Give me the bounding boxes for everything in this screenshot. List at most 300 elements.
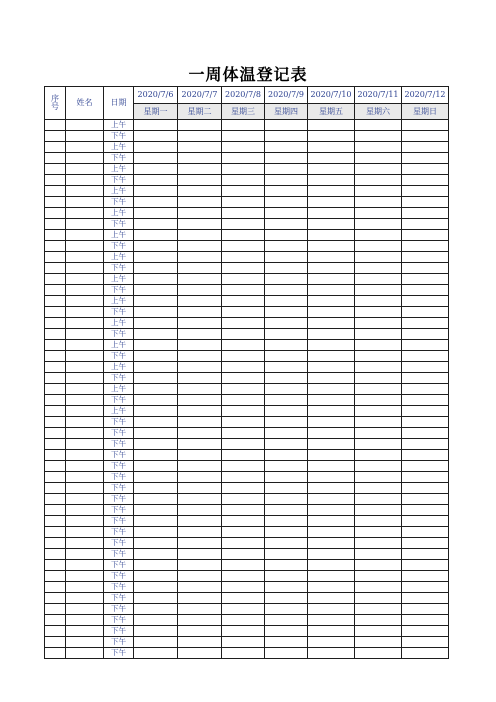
temperature-cell[interactable]	[178, 483, 222, 494]
index-cell[interactable]	[45, 164, 66, 175]
name-cell[interactable]	[66, 461, 104, 472]
temperature-cell[interactable]	[308, 307, 355, 318]
temperature-cell[interactable]	[265, 274, 308, 285]
temperature-cell[interactable]	[265, 263, 308, 274]
temperature-cell[interactable]	[355, 483, 402, 494]
temperature-cell[interactable]	[402, 439, 449, 450]
index-cell[interactable]	[45, 197, 66, 208]
temperature-cell[interactable]	[355, 219, 402, 230]
temperature-cell[interactable]	[222, 582, 265, 593]
temperature-cell[interactable]	[222, 197, 265, 208]
index-cell[interactable]	[45, 362, 66, 373]
index-cell[interactable]	[45, 307, 66, 318]
index-cell[interactable]	[45, 472, 66, 483]
temperature-cell[interactable]	[222, 186, 265, 197]
temperature-cell[interactable]	[355, 307, 402, 318]
temperature-cell[interactable]	[308, 329, 355, 340]
temperature-cell[interactable]	[222, 296, 265, 307]
temperature-cell[interactable]	[402, 417, 449, 428]
name-cell[interactable]	[66, 241, 104, 252]
temperature-cell[interactable]	[178, 120, 222, 131]
name-cell[interactable]	[66, 296, 104, 307]
temperature-cell[interactable]	[265, 252, 308, 263]
name-cell[interactable]	[66, 318, 104, 329]
temperature-cell[interactable]	[402, 318, 449, 329]
temperature-cell[interactable]	[222, 241, 265, 252]
temperature-cell[interactable]	[178, 131, 222, 142]
index-cell[interactable]	[45, 615, 66, 626]
temperature-cell[interactable]	[308, 230, 355, 241]
name-cell[interactable]	[66, 329, 104, 340]
temperature-cell[interactable]	[265, 120, 308, 131]
temperature-cell[interactable]	[402, 263, 449, 274]
temperature-cell[interactable]	[355, 318, 402, 329]
temperature-cell[interactable]	[402, 450, 449, 461]
temperature-cell[interactable]	[178, 263, 222, 274]
temperature-cell[interactable]	[178, 186, 222, 197]
temperature-cell[interactable]	[308, 373, 355, 384]
temperature-cell[interactable]	[355, 296, 402, 307]
temperature-cell[interactable]	[265, 406, 308, 417]
name-cell[interactable]	[66, 428, 104, 439]
temperature-cell[interactable]	[355, 439, 402, 450]
temperature-cell[interactable]	[265, 241, 308, 252]
temperature-cell[interactable]	[355, 494, 402, 505]
temperature-cell[interactable]	[134, 219, 178, 230]
temperature-cell[interactable]	[134, 483, 178, 494]
name-cell[interactable]	[66, 131, 104, 142]
temperature-cell[interactable]	[265, 494, 308, 505]
temperature-cell[interactable]	[355, 384, 402, 395]
temperature-cell[interactable]	[355, 516, 402, 527]
temperature-cell[interactable]	[402, 571, 449, 582]
temperature-cell[interactable]	[178, 230, 222, 241]
temperature-cell[interactable]	[355, 186, 402, 197]
name-cell[interactable]	[66, 626, 104, 637]
temperature-cell[interactable]	[355, 131, 402, 142]
temperature-cell[interactable]	[308, 593, 355, 604]
temperature-cell[interactable]	[178, 208, 222, 219]
temperature-cell[interactable]	[134, 494, 178, 505]
temperature-cell[interactable]	[402, 494, 449, 505]
temperature-cell[interactable]	[402, 549, 449, 560]
index-cell[interactable]	[45, 120, 66, 131]
index-cell[interactable]	[45, 560, 66, 571]
temperature-cell[interactable]	[308, 186, 355, 197]
temperature-cell[interactable]	[265, 450, 308, 461]
temperature-cell[interactable]	[265, 472, 308, 483]
temperature-cell[interactable]	[134, 604, 178, 615]
temperature-cell[interactable]	[222, 483, 265, 494]
temperature-cell[interactable]	[222, 131, 265, 142]
temperature-cell[interactable]	[178, 274, 222, 285]
name-cell[interactable]	[66, 593, 104, 604]
temperature-cell[interactable]	[308, 527, 355, 538]
temperature-cell[interactable]	[308, 362, 355, 373]
name-cell[interactable]	[66, 549, 104, 560]
temperature-cell[interactable]	[402, 307, 449, 318]
temperature-cell[interactable]	[265, 428, 308, 439]
temperature-cell[interactable]	[265, 373, 308, 384]
temperature-cell[interactable]	[355, 395, 402, 406]
temperature-cell[interactable]	[178, 142, 222, 153]
temperature-cell[interactable]	[355, 340, 402, 351]
temperature-cell[interactable]	[178, 395, 222, 406]
temperature-cell[interactable]	[265, 230, 308, 241]
temperature-cell[interactable]	[308, 153, 355, 164]
temperature-cell[interactable]	[222, 527, 265, 538]
temperature-cell[interactable]	[134, 197, 178, 208]
temperature-cell[interactable]	[134, 307, 178, 318]
index-cell[interactable]	[45, 516, 66, 527]
name-cell[interactable]	[66, 307, 104, 318]
temperature-cell[interactable]	[308, 560, 355, 571]
temperature-cell[interactable]	[355, 549, 402, 560]
temperature-cell[interactable]	[402, 175, 449, 186]
index-cell[interactable]	[45, 131, 66, 142]
temperature-cell[interactable]	[265, 208, 308, 219]
temperature-cell[interactable]	[178, 626, 222, 637]
name-cell[interactable]	[66, 571, 104, 582]
temperature-cell[interactable]	[355, 120, 402, 131]
temperature-cell[interactable]	[355, 285, 402, 296]
temperature-cell[interactable]	[402, 648, 449, 659]
index-cell[interactable]	[45, 186, 66, 197]
index-cell[interactable]	[45, 395, 66, 406]
temperature-cell[interactable]	[134, 263, 178, 274]
temperature-cell[interactable]	[308, 406, 355, 417]
temperature-cell[interactable]	[178, 560, 222, 571]
temperature-cell[interactable]	[355, 241, 402, 252]
temperature-cell[interactable]	[402, 604, 449, 615]
temperature-cell[interactable]	[402, 483, 449, 494]
temperature-cell[interactable]	[222, 428, 265, 439]
name-cell[interactable]	[66, 395, 104, 406]
temperature-cell[interactable]	[222, 285, 265, 296]
temperature-cell[interactable]	[265, 285, 308, 296]
index-cell[interactable]	[45, 648, 66, 659]
temperature-cell[interactable]	[222, 461, 265, 472]
temperature-cell[interactable]	[134, 285, 178, 296]
index-cell[interactable]	[45, 252, 66, 263]
name-cell[interactable]	[66, 417, 104, 428]
temperature-cell[interactable]	[308, 274, 355, 285]
name-cell[interactable]	[66, 560, 104, 571]
name-cell[interactable]	[66, 219, 104, 230]
temperature-cell[interactable]	[178, 439, 222, 450]
temperature-cell[interactable]	[222, 208, 265, 219]
temperature-cell[interactable]	[265, 637, 308, 648]
name-cell[interactable]	[66, 615, 104, 626]
name-cell[interactable]	[66, 285, 104, 296]
index-cell[interactable]	[45, 582, 66, 593]
temperature-cell[interactable]	[222, 120, 265, 131]
temperature-cell[interactable]	[222, 164, 265, 175]
index-cell[interactable]	[45, 318, 66, 329]
temperature-cell[interactable]	[402, 142, 449, 153]
name-cell[interactable]	[66, 439, 104, 450]
temperature-cell[interactable]	[355, 538, 402, 549]
temperature-cell[interactable]	[402, 637, 449, 648]
temperature-cell[interactable]	[265, 384, 308, 395]
temperature-cell[interactable]	[402, 351, 449, 362]
temperature-cell[interactable]	[222, 472, 265, 483]
name-cell[interactable]	[66, 197, 104, 208]
temperature-cell[interactable]	[178, 197, 222, 208]
name-cell[interactable]	[66, 494, 104, 505]
temperature-cell[interactable]	[134, 252, 178, 263]
temperature-cell[interactable]	[222, 340, 265, 351]
index-cell[interactable]	[45, 241, 66, 252]
temperature-cell[interactable]	[178, 494, 222, 505]
temperature-cell[interactable]	[222, 142, 265, 153]
temperature-cell[interactable]	[308, 175, 355, 186]
temperature-cell[interactable]	[402, 120, 449, 131]
name-cell[interactable]	[66, 637, 104, 648]
temperature-cell[interactable]	[134, 417, 178, 428]
index-cell[interactable]	[45, 428, 66, 439]
temperature-cell[interactable]	[178, 549, 222, 560]
temperature-cell[interactable]	[222, 593, 265, 604]
temperature-cell[interactable]	[134, 538, 178, 549]
temperature-cell[interactable]	[265, 197, 308, 208]
temperature-cell[interactable]	[402, 131, 449, 142]
temperature-cell[interactable]	[178, 252, 222, 263]
index-cell[interactable]	[45, 208, 66, 219]
temperature-cell[interactable]	[402, 274, 449, 285]
name-cell[interactable]	[66, 175, 104, 186]
temperature-cell[interactable]	[308, 417, 355, 428]
temperature-cell[interactable]	[265, 153, 308, 164]
name-cell[interactable]	[66, 142, 104, 153]
temperature-cell[interactable]	[355, 472, 402, 483]
temperature-cell[interactable]	[178, 582, 222, 593]
temperature-cell[interactable]	[402, 197, 449, 208]
temperature-cell[interactable]	[308, 428, 355, 439]
temperature-cell[interactable]	[134, 461, 178, 472]
temperature-cell[interactable]	[402, 428, 449, 439]
temperature-cell[interactable]	[265, 351, 308, 362]
index-cell[interactable]	[45, 417, 66, 428]
temperature-cell[interactable]	[178, 285, 222, 296]
temperature-cell[interactable]	[178, 593, 222, 604]
temperature-cell[interactable]	[355, 362, 402, 373]
temperature-cell[interactable]	[308, 296, 355, 307]
temperature-cell[interactable]	[355, 648, 402, 659]
name-cell[interactable]	[66, 120, 104, 131]
temperature-cell[interactable]	[134, 549, 178, 560]
temperature-cell[interactable]	[178, 571, 222, 582]
name-cell[interactable]	[66, 164, 104, 175]
temperature-cell[interactable]	[402, 340, 449, 351]
temperature-cell[interactable]	[402, 593, 449, 604]
temperature-cell[interactable]	[134, 406, 178, 417]
temperature-cell[interactable]	[308, 472, 355, 483]
index-cell[interactable]	[45, 384, 66, 395]
temperature-cell[interactable]	[134, 208, 178, 219]
name-cell[interactable]	[66, 538, 104, 549]
temperature-cell[interactable]	[308, 549, 355, 560]
temperature-cell[interactable]	[308, 450, 355, 461]
temperature-cell[interactable]	[222, 219, 265, 230]
index-cell[interactable]	[45, 406, 66, 417]
temperature-cell[interactable]	[134, 329, 178, 340]
temperature-cell[interactable]	[134, 351, 178, 362]
temperature-cell[interactable]	[308, 615, 355, 626]
temperature-cell[interactable]	[355, 428, 402, 439]
temperature-cell[interactable]	[355, 329, 402, 340]
name-cell[interactable]	[66, 362, 104, 373]
temperature-cell[interactable]	[402, 505, 449, 516]
temperature-cell[interactable]	[134, 241, 178, 252]
temperature-cell[interactable]	[308, 626, 355, 637]
temperature-cell[interactable]	[355, 637, 402, 648]
name-cell[interactable]	[66, 208, 104, 219]
name-cell[interactable]	[66, 527, 104, 538]
temperature-cell[interactable]	[178, 417, 222, 428]
temperature-cell[interactable]	[355, 230, 402, 241]
name-cell[interactable]	[66, 450, 104, 461]
index-cell[interactable]	[45, 571, 66, 582]
temperature-cell[interactable]	[222, 318, 265, 329]
temperature-cell[interactable]	[265, 604, 308, 615]
temperature-cell[interactable]	[402, 208, 449, 219]
temperature-cell[interactable]	[308, 384, 355, 395]
temperature-cell[interactable]	[265, 329, 308, 340]
temperature-cell[interactable]	[355, 527, 402, 538]
temperature-cell[interactable]	[222, 516, 265, 527]
temperature-cell[interactable]	[355, 450, 402, 461]
temperature-cell[interactable]	[308, 483, 355, 494]
temperature-cell[interactable]	[308, 208, 355, 219]
temperature-cell[interactable]	[178, 461, 222, 472]
temperature-cell[interactable]	[134, 373, 178, 384]
temperature-cell[interactable]	[355, 351, 402, 362]
temperature-cell[interactable]	[402, 362, 449, 373]
temperature-cell[interactable]	[402, 230, 449, 241]
temperature-cell[interactable]	[134, 274, 178, 285]
temperature-cell[interactable]	[265, 142, 308, 153]
temperature-cell[interactable]	[134, 505, 178, 516]
temperature-cell[interactable]	[265, 164, 308, 175]
temperature-cell[interactable]	[265, 615, 308, 626]
temperature-cell[interactable]	[402, 560, 449, 571]
temperature-cell[interactable]	[265, 439, 308, 450]
temperature-cell[interactable]	[222, 274, 265, 285]
temperature-cell[interactable]	[355, 153, 402, 164]
temperature-cell[interactable]	[402, 329, 449, 340]
temperature-cell[interactable]	[178, 373, 222, 384]
temperature-cell[interactable]	[308, 219, 355, 230]
temperature-cell[interactable]	[222, 560, 265, 571]
temperature-cell[interactable]	[178, 538, 222, 549]
temperature-cell[interactable]	[134, 626, 178, 637]
name-cell[interactable]	[66, 252, 104, 263]
temperature-cell[interactable]	[222, 351, 265, 362]
temperature-cell[interactable]	[178, 648, 222, 659]
temperature-cell[interactable]	[402, 252, 449, 263]
index-cell[interactable]	[45, 527, 66, 538]
index-cell[interactable]	[45, 274, 66, 285]
temperature-cell[interactable]	[308, 571, 355, 582]
temperature-cell[interactable]	[355, 582, 402, 593]
name-cell[interactable]	[66, 582, 104, 593]
temperature-cell[interactable]	[178, 516, 222, 527]
temperature-cell[interactable]	[222, 362, 265, 373]
temperature-cell[interactable]	[178, 615, 222, 626]
temperature-cell[interactable]	[308, 120, 355, 131]
temperature-cell[interactable]	[265, 560, 308, 571]
temperature-cell[interactable]	[265, 648, 308, 659]
temperature-cell[interactable]	[178, 351, 222, 362]
temperature-cell[interactable]	[308, 604, 355, 615]
temperature-cell[interactable]	[355, 417, 402, 428]
temperature-cell[interactable]	[222, 439, 265, 450]
temperature-cell[interactable]	[222, 373, 265, 384]
temperature-cell[interactable]	[222, 395, 265, 406]
temperature-cell[interactable]	[402, 406, 449, 417]
name-cell[interactable]	[66, 516, 104, 527]
temperature-cell[interactable]	[308, 538, 355, 549]
temperature-cell[interactable]	[308, 516, 355, 527]
temperature-cell[interactable]	[308, 164, 355, 175]
temperature-cell[interactable]	[134, 142, 178, 153]
temperature-cell[interactable]	[265, 505, 308, 516]
temperature-cell[interactable]	[265, 131, 308, 142]
temperature-cell[interactable]	[134, 648, 178, 659]
temperature-cell[interactable]	[265, 318, 308, 329]
temperature-cell[interactable]	[222, 307, 265, 318]
index-cell[interactable]	[45, 329, 66, 340]
temperature-cell[interactable]	[222, 417, 265, 428]
index-cell[interactable]	[45, 285, 66, 296]
name-cell[interactable]	[66, 340, 104, 351]
temperature-cell[interactable]	[178, 384, 222, 395]
temperature-cell[interactable]	[355, 593, 402, 604]
temperature-cell[interactable]	[402, 296, 449, 307]
temperature-cell[interactable]	[134, 527, 178, 538]
temperature-cell[interactable]	[265, 626, 308, 637]
temperature-cell[interactable]	[178, 318, 222, 329]
temperature-cell[interactable]	[402, 395, 449, 406]
temperature-cell[interactable]	[265, 461, 308, 472]
temperature-cell[interactable]	[134, 384, 178, 395]
index-cell[interactable]	[45, 439, 66, 450]
temperature-cell[interactable]	[222, 384, 265, 395]
temperature-cell[interactable]	[178, 241, 222, 252]
name-cell[interactable]	[66, 263, 104, 274]
temperature-cell[interactable]	[308, 340, 355, 351]
temperature-cell[interactable]	[134, 164, 178, 175]
index-cell[interactable]	[45, 296, 66, 307]
temperature-cell[interactable]	[134, 637, 178, 648]
temperature-cell[interactable]	[402, 384, 449, 395]
temperature-cell[interactable]	[355, 197, 402, 208]
temperature-cell[interactable]	[134, 571, 178, 582]
temperature-cell[interactable]	[308, 439, 355, 450]
temperature-cell[interactable]	[308, 263, 355, 274]
temperature-cell[interactable]	[222, 637, 265, 648]
temperature-cell[interactable]	[265, 483, 308, 494]
index-cell[interactable]	[45, 494, 66, 505]
name-cell[interactable]	[66, 472, 104, 483]
name-cell[interactable]	[66, 274, 104, 285]
temperature-cell[interactable]	[308, 142, 355, 153]
temperature-cell[interactable]	[222, 604, 265, 615]
temperature-cell[interactable]	[265, 395, 308, 406]
temperature-cell[interactable]	[308, 197, 355, 208]
index-cell[interactable]	[45, 593, 66, 604]
